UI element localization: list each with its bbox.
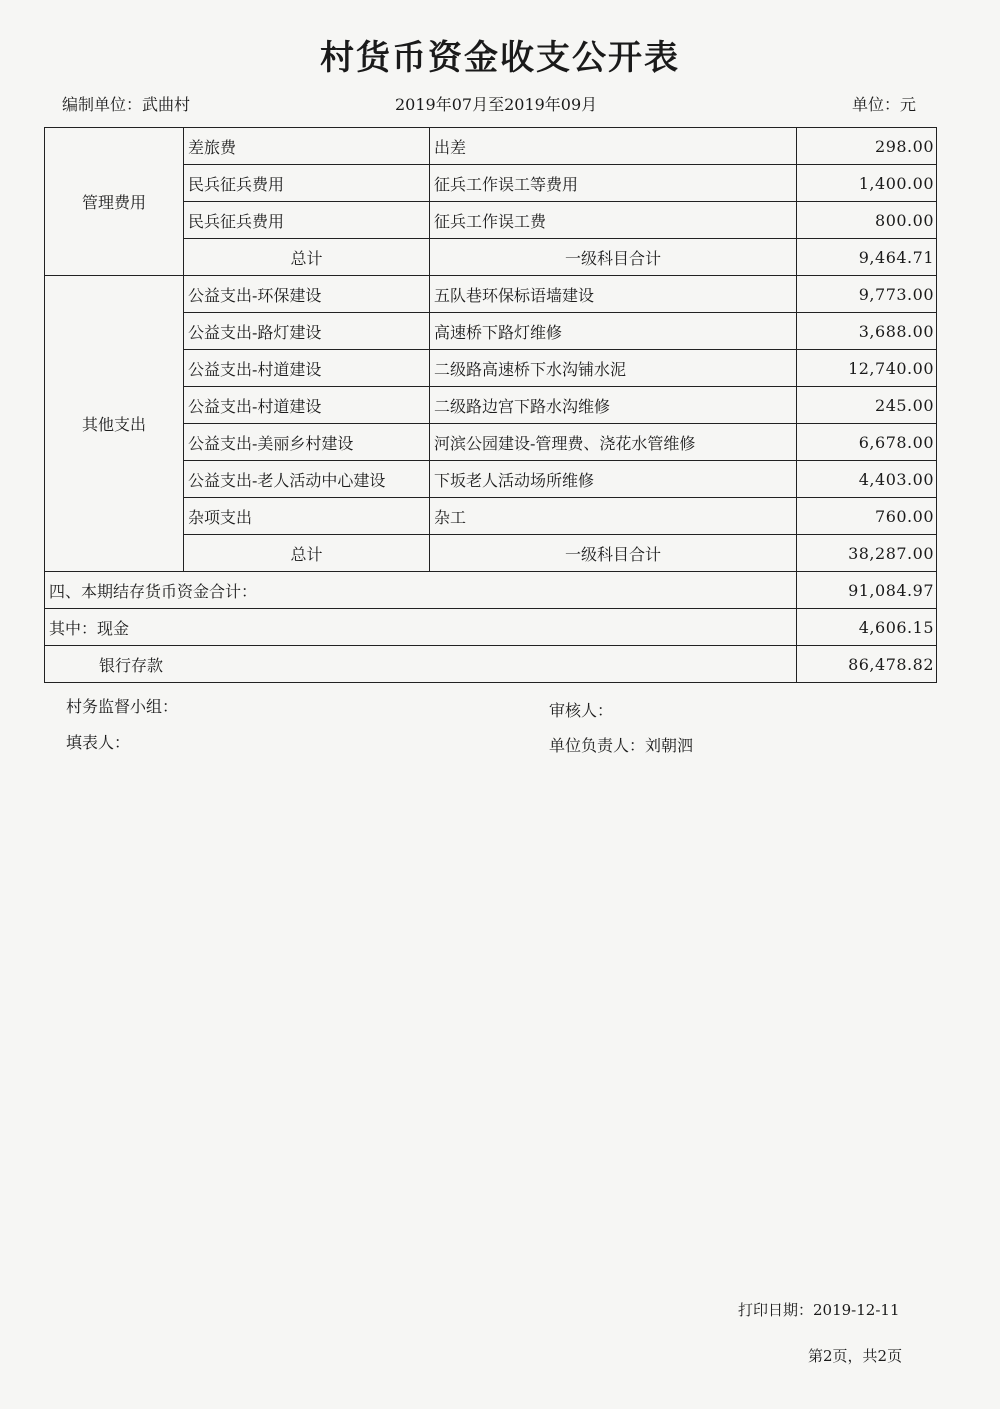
subject-cell: 民兵征兵费用 <box>184 202 430 239</box>
summary-row <box>45 572 937 609</box>
total-label: 总计 <box>184 535 430 572</box>
bank-deposit-label: 银行存款 <box>45 646 797 683</box>
print-date: 打印日期：2019-12-11 <box>738 1301 900 1319</box>
desc-cell: 杂工 <box>430 498 797 535</box>
table-row <box>45 276 937 313</box>
bank-deposit-amount: 86,478.82 <box>797 646 937 683</box>
cash-label: 其中：现金 <box>45 609 797 646</box>
total-desc: 一级科目合计 <box>430 239 797 276</box>
preparer-label: 填表人： <box>66 733 131 752</box>
summary-row <box>45 646 937 683</box>
desc-cell: 高速桥下路灯维修 <box>430 313 797 350</box>
supervision-group-label: 村务监督小组： <box>66 697 179 716</box>
reporting-period: 2019年07月至2019年09月 <box>395 95 598 114</box>
amount-cell: 245.00 <box>797 387 937 424</box>
subject-cell: 公益支出-美丽乡村建设 <box>184 424 430 461</box>
closing-balance-amount: 91,084.97 <box>797 572 937 609</box>
currency-unit: 单位：元 <box>852 95 917 114</box>
desc-cell: 五队巷环保标语墙建设 <box>430 276 797 313</box>
amount-cell: 9,773.00 <box>797 276 937 313</box>
subject-cell: 杂项支出 <box>184 498 430 535</box>
total-label: 总计 <box>184 239 430 276</box>
subject-cell: 公益支出-环保建设 <box>184 276 430 313</box>
desc-cell: 征兵工作误工等费用 <box>430 165 797 202</box>
page-title: 村货币资金收支公开表 <box>320 38 680 78</box>
page-number: 第2页，共2页 <box>808 1347 903 1365</box>
desc-cell: 下坂老人活动场所维修 <box>430 461 797 498</box>
subject-cell: 公益支出-村道建设 <box>184 387 430 424</box>
category-cell: 管理费用 <box>45 128 184 276</box>
cash-amount: 4,606.15 <box>797 609 937 646</box>
total-amount: 9,464.71 <box>797 239 937 276</box>
amount-cell: 12,740.00 <box>797 350 937 387</box>
closing-balance-label: 四、本期结存货币资金合计： <box>45 572 797 609</box>
subject-cell: 民兵征兵费用 <box>184 165 430 202</box>
summary-row <box>45 609 937 646</box>
total-amount: 38,287.00 <box>797 535 937 572</box>
amount-cell: 4,403.00 <box>797 461 937 498</box>
subject-cell: 公益支出-村道建设 <box>184 350 430 387</box>
desc-cell: 二级路边宫下路水沟维修 <box>430 387 797 424</box>
compiling-unit: 编制单位：武曲村 <box>62 95 191 114</box>
desc-cell: 出差 <box>430 128 797 165</box>
desc-cell: 二级路高速桥下水沟铺水泥 <box>430 350 797 387</box>
amount-cell: 800.00 <box>797 202 937 239</box>
amount-cell: 3,688.00 <box>797 313 937 350</box>
amount-cell: 760.00 <box>797 498 937 535</box>
ledger-table <box>44 127 937 683</box>
subject-cell: 公益支出-路灯建设 <box>184 313 430 350</box>
desc-cell: 河滨公园建设-管理费、浇花水管维修 <box>430 424 797 461</box>
subject-cell: 公益支出-老人活动中心建设 <box>184 461 430 498</box>
table-row <box>45 128 937 165</box>
total-desc: 一级科目合计 <box>430 535 797 572</box>
category-cell: 其他支出 <box>45 276 184 572</box>
reviewer-label: 审核人： <box>549 701 614 720</box>
amount-cell: 6,678.00 <box>797 424 937 461</box>
amount-cell: 1,400.00 <box>797 165 937 202</box>
subject-cell: 差旅费 <box>184 128 430 165</box>
responsible-person: 单位负责人：刘朝泗 <box>549 736 694 755</box>
desc-cell: 征兵工作误工费 <box>430 202 797 239</box>
amount-cell: 298.00 <box>797 128 937 165</box>
